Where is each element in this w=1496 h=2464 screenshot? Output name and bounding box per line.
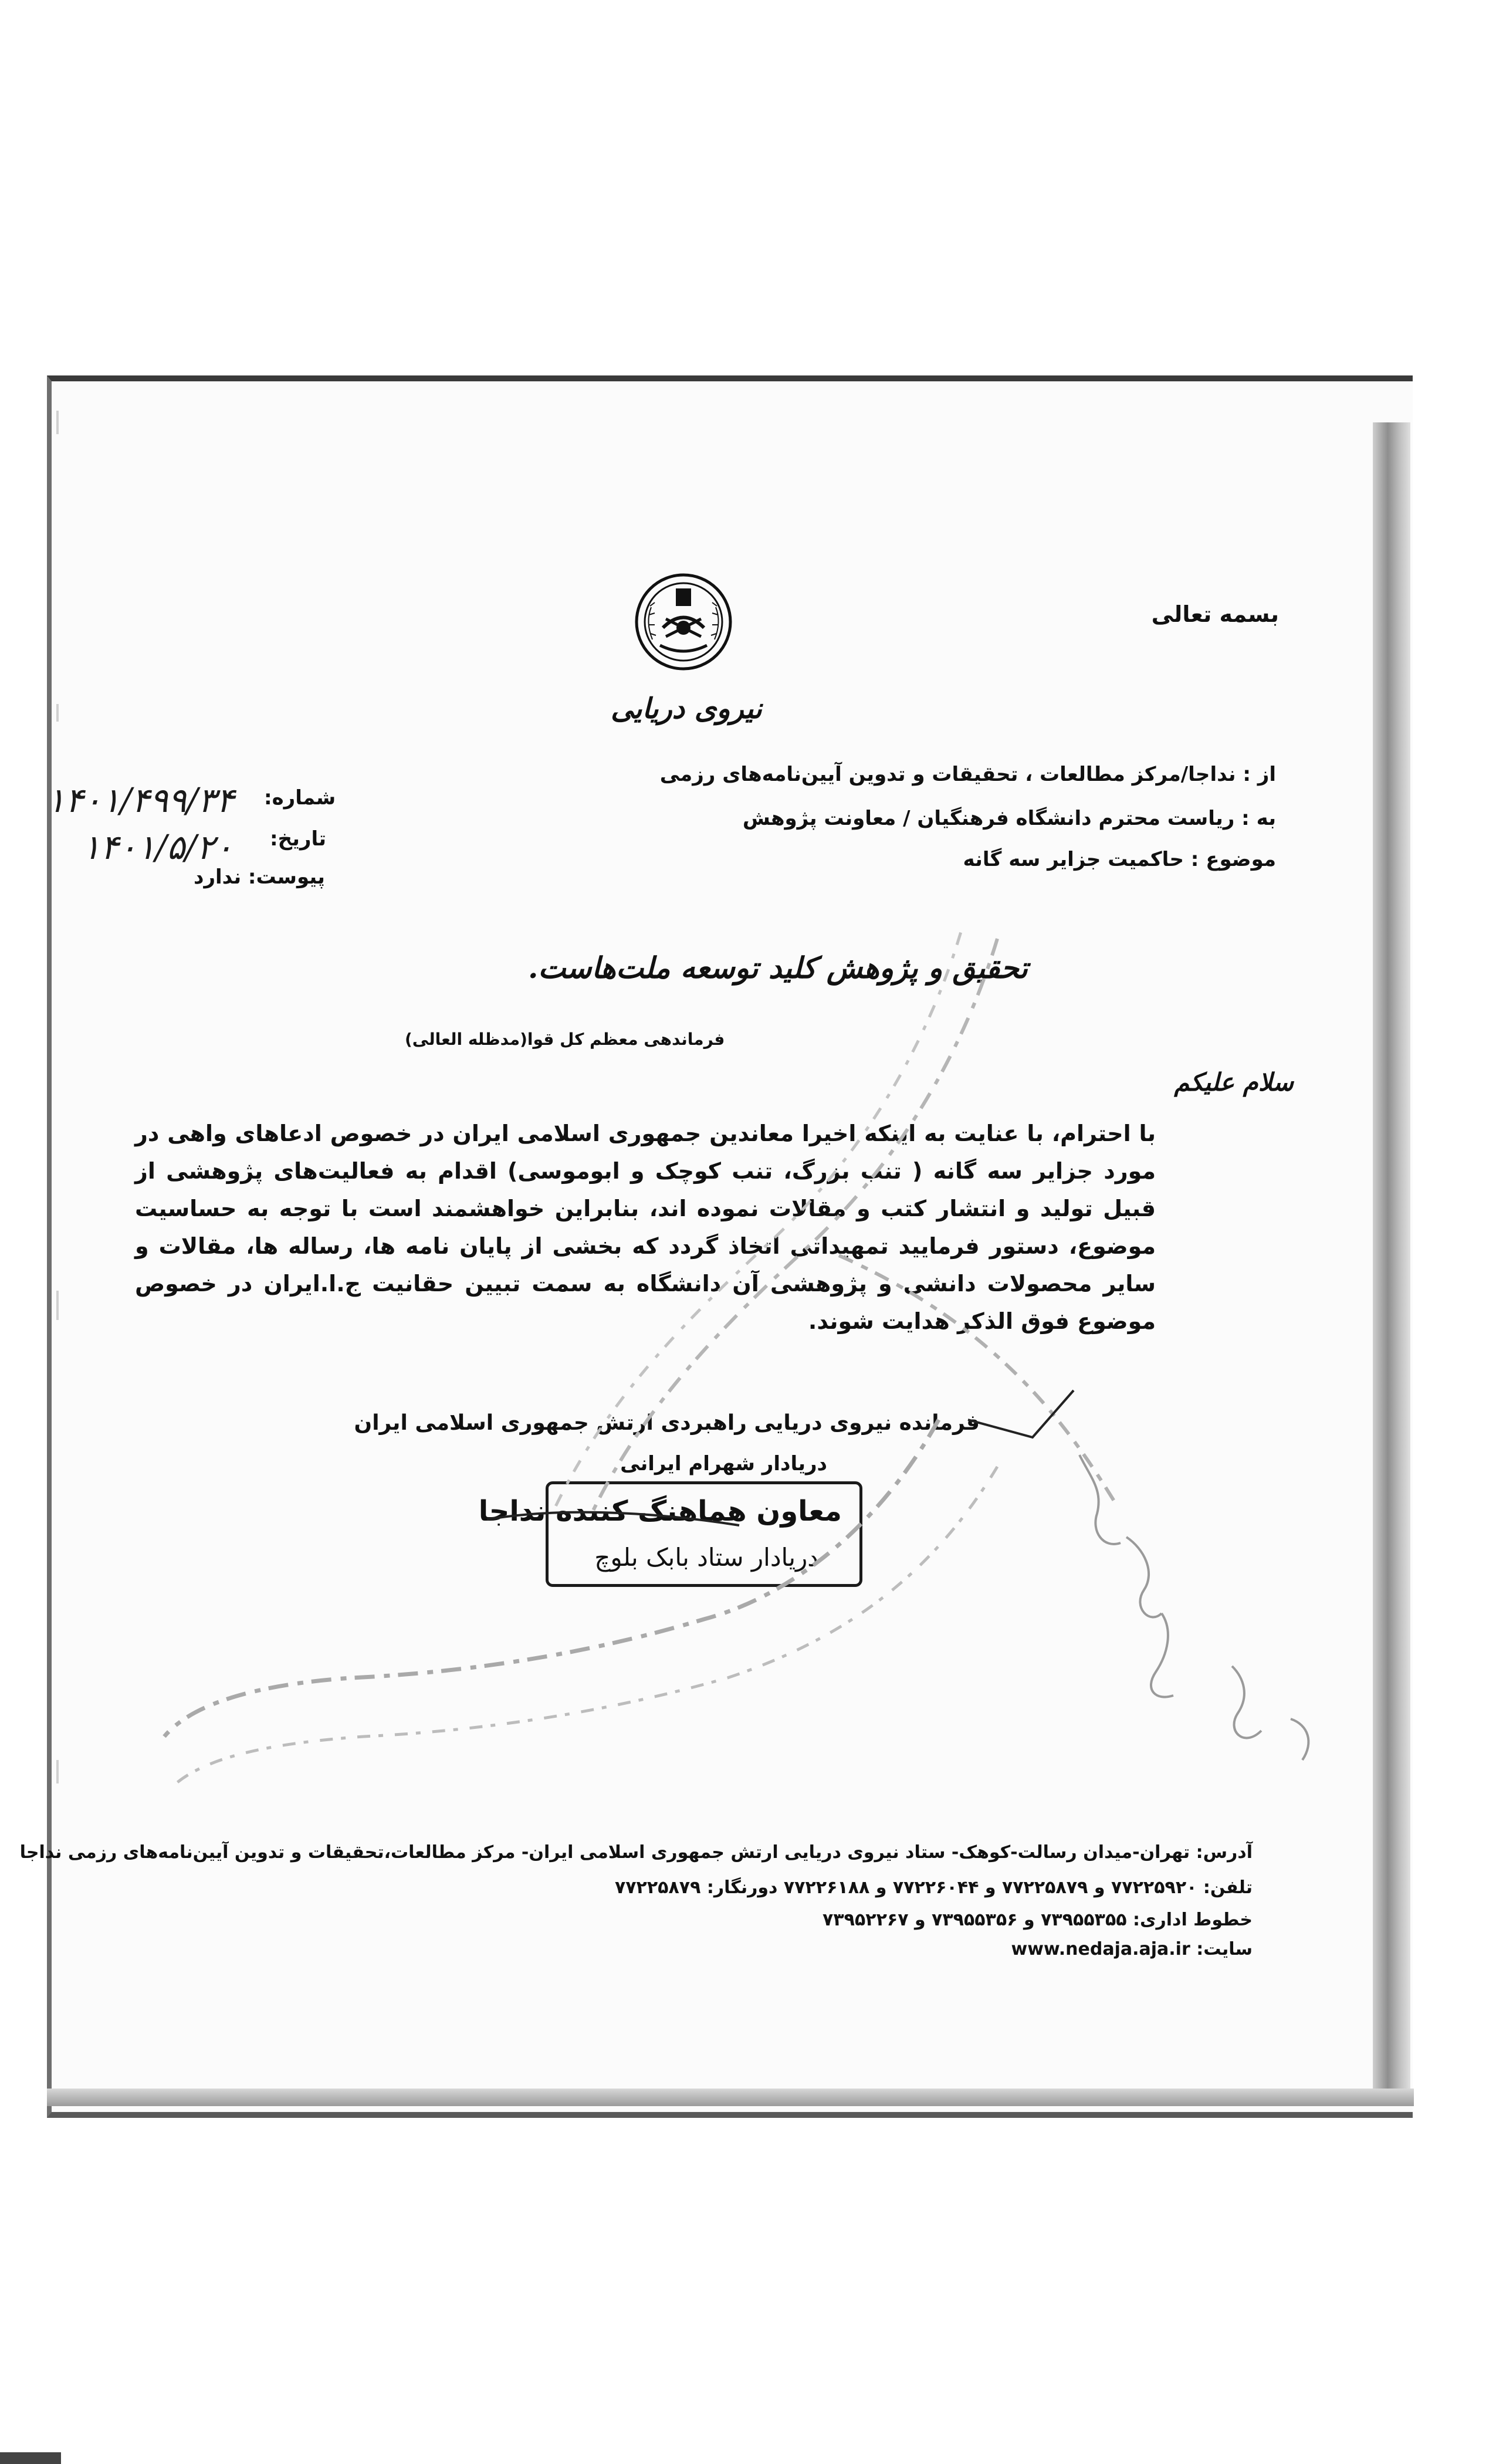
navy-emblem-icon (634, 572, 733, 672)
corner-tag (0, 2452, 61, 2464)
attachment-label: پیوست: ندارد (194, 865, 325, 889)
footer-phone: تلفن: ۷۷۲۲۵۹۲۰ و ۷۷۲۲۵۸۷۹ و ۷۷۲۲۶۰۴۴ و ۷۷۲۲۶۱۸۸ دورنگار: ۷۷۲۲۵۸۷۹ (614, 1877, 1253, 1898)
letter-date-handwritten: ۱۴۰۱/۵/۲۰ (82, 827, 233, 867)
motto-attribution: فرماندهی معظم کل قوا(مدظله العالی) (405, 1030, 725, 1049)
from-line: از : نداجا/مرکز مطالعات ، تحقیقات و تدوین آیین‌نامه‌های رزمی (659, 763, 1276, 786)
footer-website: سایت: www.nedaja.aja.ir (1011, 1939, 1253, 1959)
scan-edge-bottom (47, 2089, 1414, 2106)
motto: تحقیق و پژوهش کلید توسعه ملت‌هاست. (528, 950, 1028, 985)
salutation: سلام علیکم (1174, 1068, 1294, 1096)
footer-address: آدرس: تهران-میدان رسالت-کوهک- ستاد نیروی دریایی ارتش جمهوری اسلامی ایران- مرکز مطالعات،تحقیقات و تدوین آیین‌نامه‌های رزمی نداجا (19, 1842, 1253, 1863)
stamp-title: معاون هماهنگ کننده نداجا (478, 1495, 842, 1528)
to-line: به : ریاست محترم دانشگاه فرهنگیان / معاونت پژوهش (742, 807, 1276, 830)
bismillah: بسمه تعالی (1151, 601, 1279, 627)
number-label: شماره: (264, 786, 336, 810)
approval-stamp (478, 1481, 862, 1587)
footer-admin-lines: خطوط اداری: ۷۳۹۵۵۳۵۵ و ۷۳۹۵۵۳۵۶ و ۷۳۹۵۲۲۶۷ (823, 1910, 1253, 1930)
letter-body: با احترام، با عنایت به اینکه اخیرا معاندین جمهوری اسلامی ایران در خصوص ادعاهای واهی در مورد جزایر سه گانه ( تنب بزرگ، تنب کوچک و ابوموسی) اقدام به فعالیت‌های پژوهشی از قبیل تولید و انتشار کتب و مقالات نموده اند، بنابراین خواهشمند است با توجه به حساسیت موضوع، دستور فرمایید تمهیداتی اتخاذ گردد که بخشی از پایان نامه ها، رساله ها، مقالات و سایر محصولات دانشی و پژوهشی آن دانشگاه به سمت تبیین حقانیت ج.ا.ایران در خصوص موضوع فوق الذکر هدایت شوند. (135, 1121, 1156, 1334)
scan-edge-right (1373, 422, 1410, 2106)
signature-title: فرمانده نیروی دریایی راهبردی ارتش جمهوری اسلامی ایران (354, 1411, 980, 1435)
subject-line: موضوع : حاکمیت جزایر سه گانه (963, 848, 1276, 871)
date-label: تاریخ: (270, 827, 326, 851)
letter-number-handwritten: ۱۴۰۱/۴۹۹/۳۴ (47, 780, 235, 820)
signature-name: دریادار شهرام ایرانی (620, 1452, 827, 1475)
stamp-name: دریادار ستاد بابک بلوچ (594, 1543, 818, 1572)
organization-name: نیروی دریایی (611, 692, 762, 725)
